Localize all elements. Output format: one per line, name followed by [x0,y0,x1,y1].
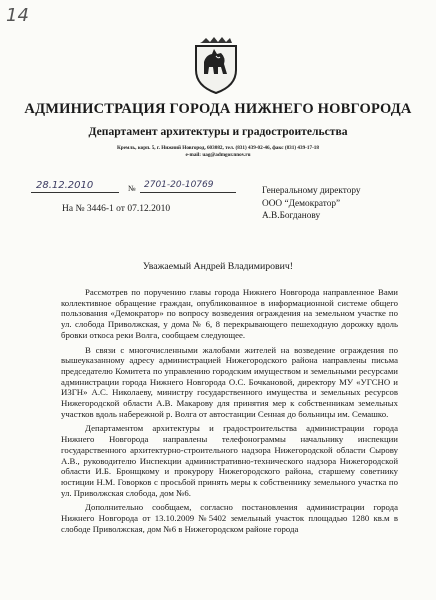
body-paragraph: Департаментом архитектуры и градостроительства администрации города Нижнего Новгорода направлены телефонограммы начальнику инспекции государственного архитектурно-строительного надзора Нижегородской области Сырову А.В., руководителю Инспекции административно-технического надзора Нижегородской области И.Б. Бронщкому и прокурору Нижегородского района, старшему советнику юстиции Н.М. Говорков с просьбой принять меры к собственнику земельного участка по ул. Приволжская слобода, дом №6. [61,423,398,498]
body-paragraph: Дополнительно сообщаем, согласно постановления администрации города Нижнего Новгорода от 13.10.2009 №5402 земельный участок площадью 1280 кв.м в слободе Приволжская, дом №6 в Нижегородском районе города [61,502,398,534]
reply-reference: На № 3446-1 от 07.12.2010 [62,204,171,214]
address-line: Кремль, корп. 5, г. Нижний Новгород, 603082, тел. (831) 439-02-46, факс (831) 439-17-18 [116,145,319,151]
recipient-name: А.В.Богданову [262,211,321,221]
body-paragraph: В связи с многочисленными жалобами жителей на возведение ограждения по вышеуказанному адресу администрацией Нижегородского района направлены письма председателю Комитета по управлению городским имуществом и земельными ресурсами администрации города Нижнего Новгорода О.С. Бочкановой, директору МУ «УГСНО и ИЗГН» А.С. Николаеву, министру государственного имущества и земельных ресурсов Нижегородской области А.В. Макарову для принятия мер к собственникам земельных участков вдоль набережной р. Волга от автостанции Сенная до больницы им. Семашко. [61,344,398,419]
registration-number: 2701-20-10769 [144,180,214,190]
salutation: Уважаемый Андрей Владимирович! [142,261,294,272]
body-paragraph: Рассмотрев по поручению главы города Нижнего Новгорода направленное Вами коллективное обращение граждан, опубликованное в информационной системе общего пользования «Демократор» по вопросу возведения ограждения на земельном участке по ул. слобода Приволжская, у дома № 6, 8 перекрывающего пешеходную дорожку вдоль бровки откоса реки Волга, сообщаем следующее. [61,287,398,340]
organization-name: АДМИНИСТРАЦИЯ ГОРОДА НИЖНЕГО НОВГОРОДА [24,101,412,117]
number-label: № [128,184,136,193]
date-underline [31,192,119,193]
department-name: Департамент архитектуры и градостроительства [88,125,348,138]
coat-of-arms-icon [188,36,244,96]
contact-block [0,145,436,159]
recipient-block [262,185,361,223]
recipient-title: Генеральному директору [262,186,361,196]
letter-body [61,287,398,538]
email-line: e-mail: uag@admgor.nnov.ru [185,152,251,158]
registration-date: 28.12.2010 [36,180,94,191]
recipient-company: ООО “Демократор” [262,198,341,209]
handwritten-page-mark: 14 [6,5,29,26]
number-underline [140,192,236,193]
